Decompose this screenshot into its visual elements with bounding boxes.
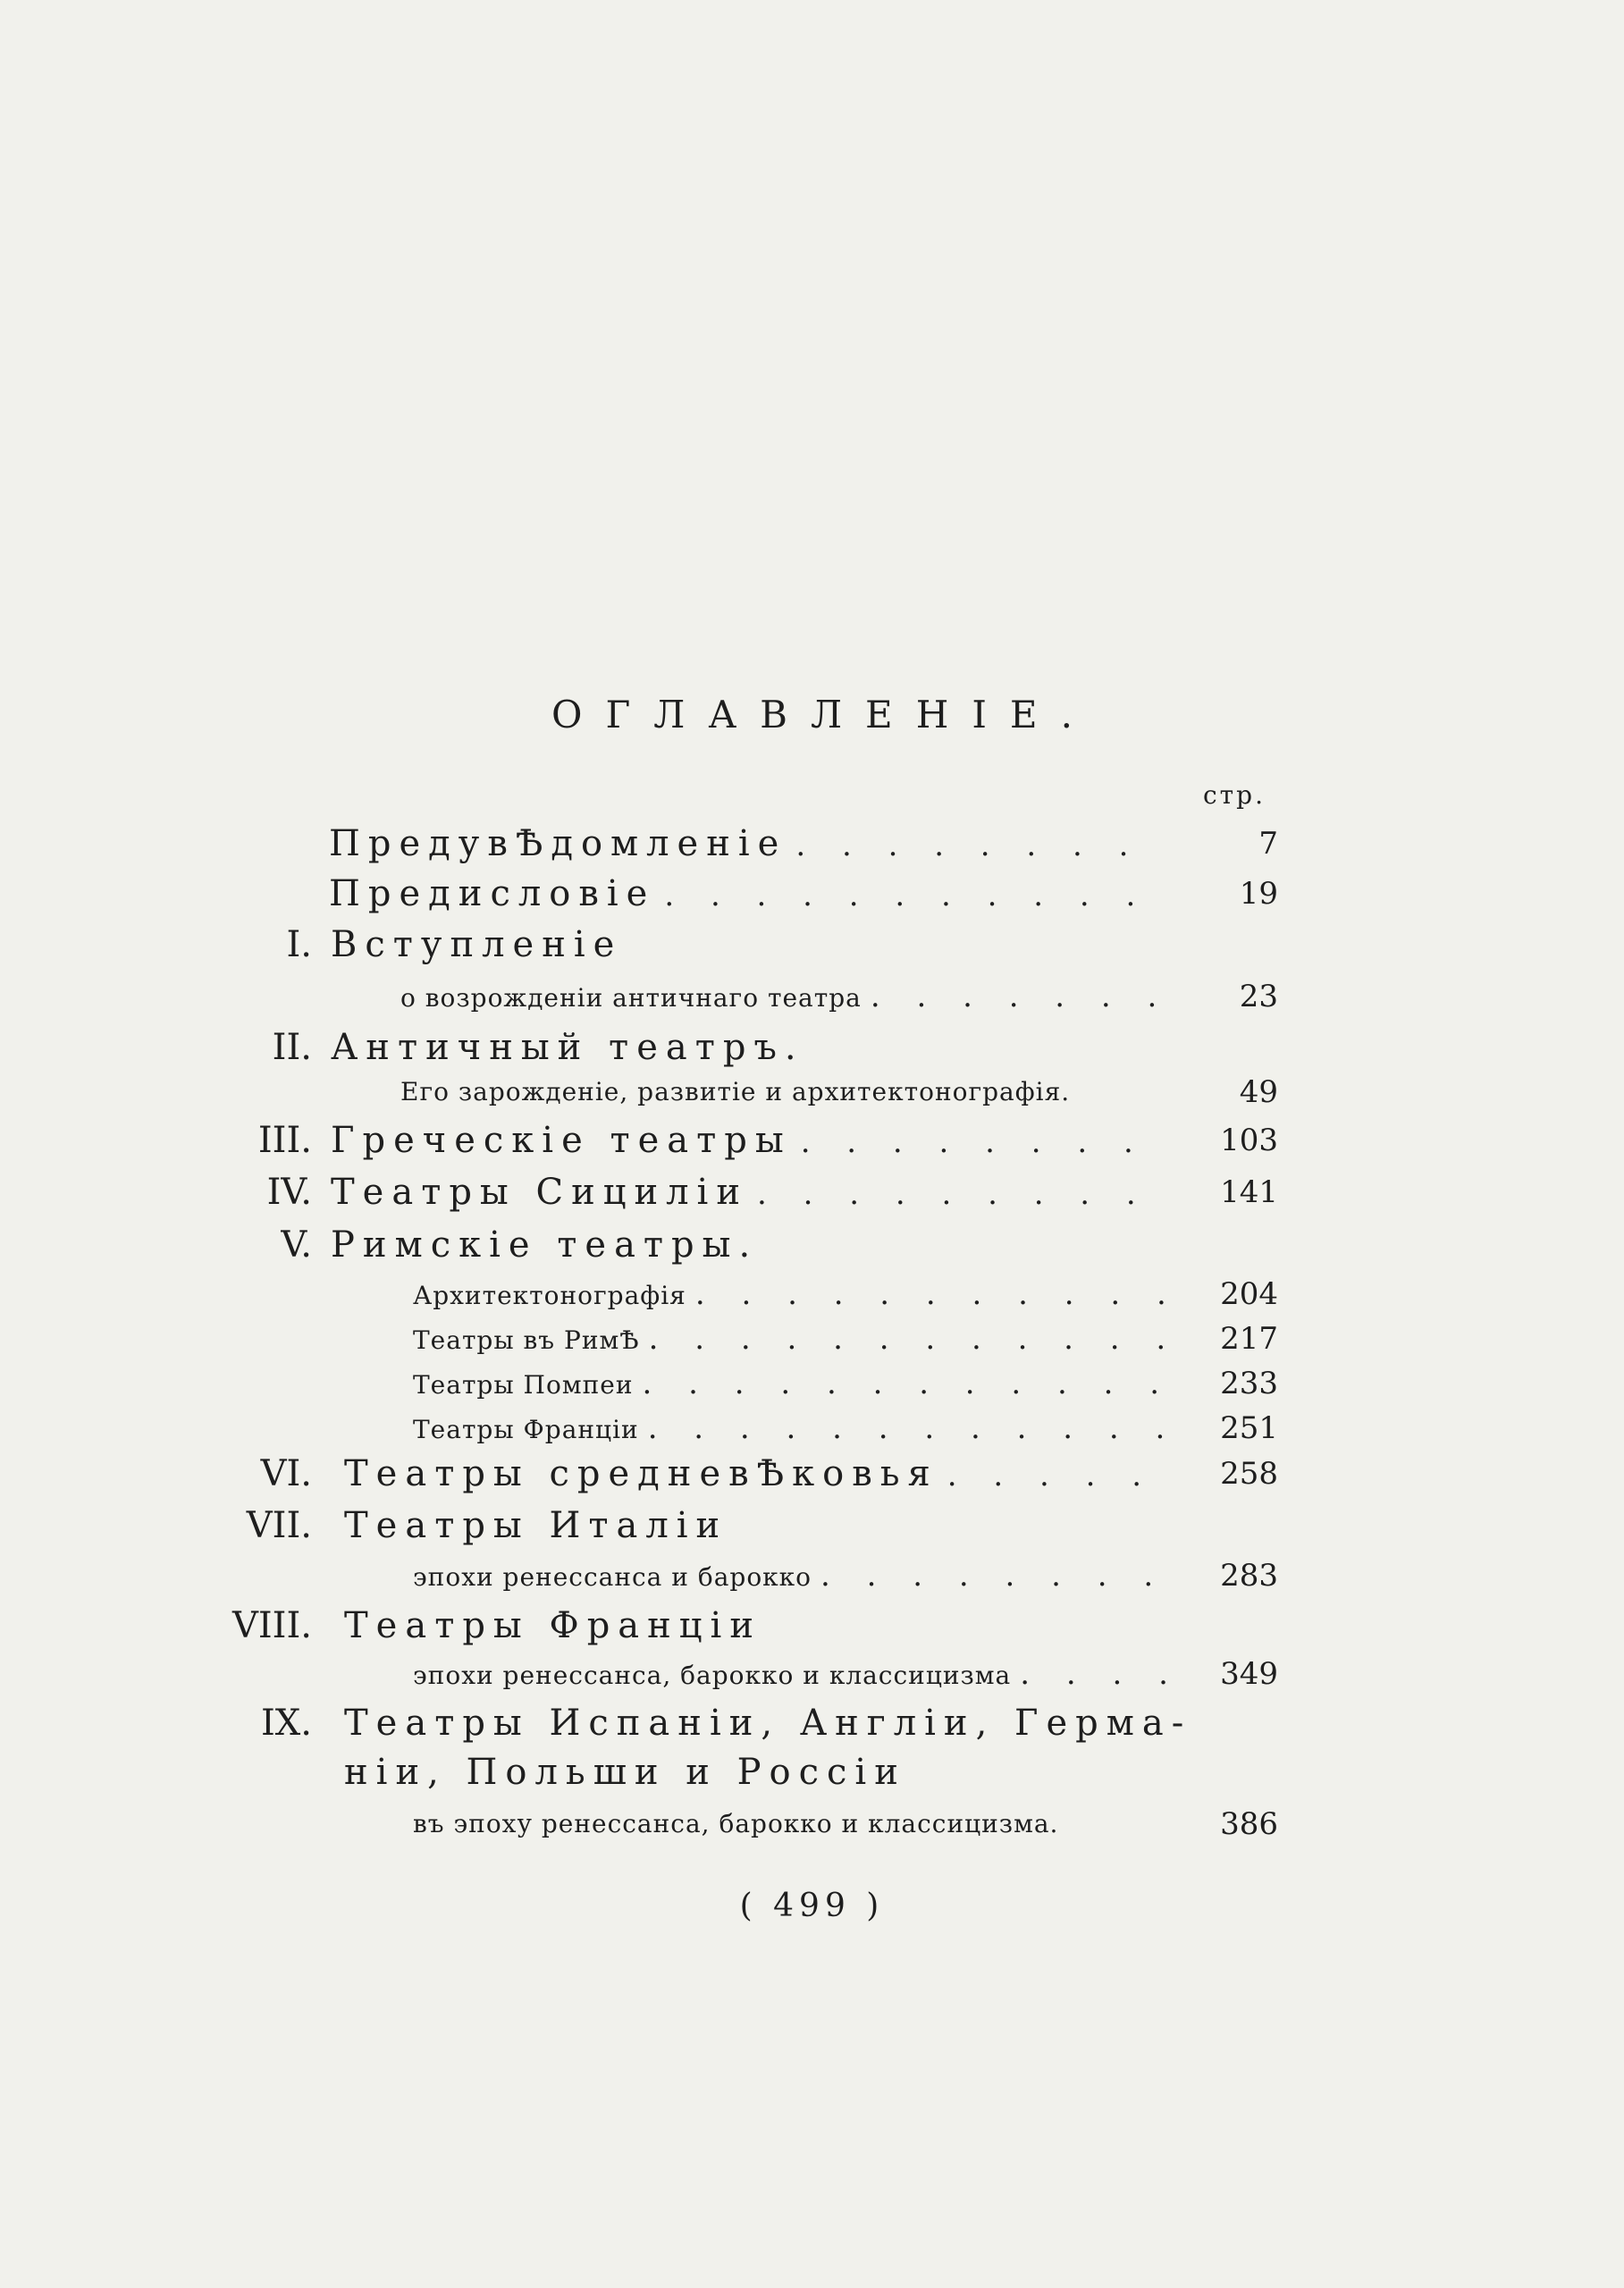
toc-entry (0, 1797, 1624, 1851)
chapter-numeral: IX. (261, 1703, 312, 1744)
toc-page-number: 204 (1220, 1276, 1278, 1312)
toc-entry-title: Предисловіе (329, 873, 656, 914)
toc-chapter (0, 1114, 1624, 1167)
toc-page-number: 251 (1220, 1410, 1278, 1446)
chapter-title-continued: ніи, Польши и Россіи (344, 1752, 906, 1793)
chapter-numeral: VI. (260, 1453, 312, 1494)
toc-page-number: 386 (1220, 1806, 1278, 1842)
toc-page-number: 349 (1220, 1656, 1278, 1692)
chapter-title: Театры средневѢковья (344, 1453, 938, 1494)
chapter-numeral: III. (257, 1120, 312, 1161)
toc-entry-title: ПредувѢдомленіе (329, 823, 787, 864)
toc-entry-title: въ эпоху ренессанса, барокко и классицизма. (413, 1809, 1059, 1838)
toc-chapter (0, 1499, 1624, 1552)
chapter-numeral: V. (281, 1224, 312, 1266)
toc-entry (0, 970, 1624, 1023)
toc-entry (0, 1647, 1624, 1701)
toc-page-number: 233 (1220, 1366, 1278, 1401)
page-number-footer: ( 499 ) (739, 1888, 885, 1924)
dot-leader (792, 1115, 1165, 1169)
toc-entry (0, 817, 1624, 871)
toc-page-number: 19 (1239, 876, 1278, 912)
chapter-numeral: VIII. (231, 1605, 312, 1646)
toc-entry (0, 1549, 1624, 1602)
toc-chapter-continued (0, 1745, 1624, 1799)
toc-entry-title: эпохи ренессанса и барокко (413, 1562, 812, 1592)
chapter-title: Театры Франціи (344, 1605, 762, 1646)
toc-entry-title: Театры Помпеи (413, 1370, 634, 1400)
toc-chapter (0, 1447, 1624, 1501)
toc-entry-title: о возрожденіи античнаго театра (400, 983, 862, 1013)
dot-leader (1011, 1647, 1165, 1701)
page-column-label: стр. (1203, 780, 1266, 810)
chapter-title: Античный театръ. (331, 1027, 804, 1068)
toc-chapter (0, 1218, 1624, 1272)
toc-entry-title: Театры Франціи (413, 1415, 639, 1444)
dot-leader (862, 970, 1165, 1023)
toc-page-number: 7 (1258, 826, 1278, 862)
toc-chapter (0, 1696, 1624, 1750)
dot-leader (787, 819, 1165, 872)
toc-entry-title: Архитектонографія (413, 1281, 686, 1310)
toc-entry (0, 867, 1624, 921)
toc-page-number: 258 (1220, 1456, 1278, 1492)
toc-page-number: 23 (1239, 979, 1278, 1014)
toc-entry-title: Его зарожденіе, развитіе и архитектонографія. (400, 1077, 1071, 1106)
chapter-title: Вступленіе (331, 924, 623, 965)
chapter-title: Театры Сициліи (331, 1172, 748, 1213)
toc-entry-title: Театры въ РимѢ (413, 1325, 640, 1355)
toc-page-number: 103 (1220, 1123, 1278, 1158)
toc-entry (0, 1065, 1624, 1119)
toc-entry-title: эпохи ренессанса, барокко и классицизма (413, 1661, 1012, 1690)
toc-page-number: 49 (1239, 1074, 1278, 1110)
toc-page-number: 217 (1220, 1321, 1278, 1357)
chapter-numeral: IV. (266, 1172, 312, 1213)
dot-leader (812, 1549, 1165, 1602)
dot-leader (748, 1167, 1165, 1221)
toc-chapter (0, 1599, 1624, 1653)
dot-leader (938, 1449, 1165, 1502)
toc-chapter (0, 1165, 1624, 1219)
chapter-title: Греческіе театры (331, 1120, 792, 1161)
page-title: ОГЛАВЛЕНІЕ. (551, 693, 1096, 736)
toc-chapter (0, 918, 1624, 972)
chapter-title: Театры Испаніи, Англіи, Герма- (344, 1703, 1192, 1744)
toc-page-number: 141 (1220, 1174, 1278, 1210)
toc-page-number: 283 (1220, 1558, 1278, 1594)
chapter-numeral: II. (272, 1027, 312, 1068)
chapter-title: Римскіе театры. (331, 1224, 759, 1266)
dot-leader (655, 869, 1165, 922)
chapter-numeral: VII. (246, 1505, 312, 1546)
chapter-numeral: I. (286, 924, 312, 965)
chapter-title: Театры Италіи (344, 1505, 728, 1546)
